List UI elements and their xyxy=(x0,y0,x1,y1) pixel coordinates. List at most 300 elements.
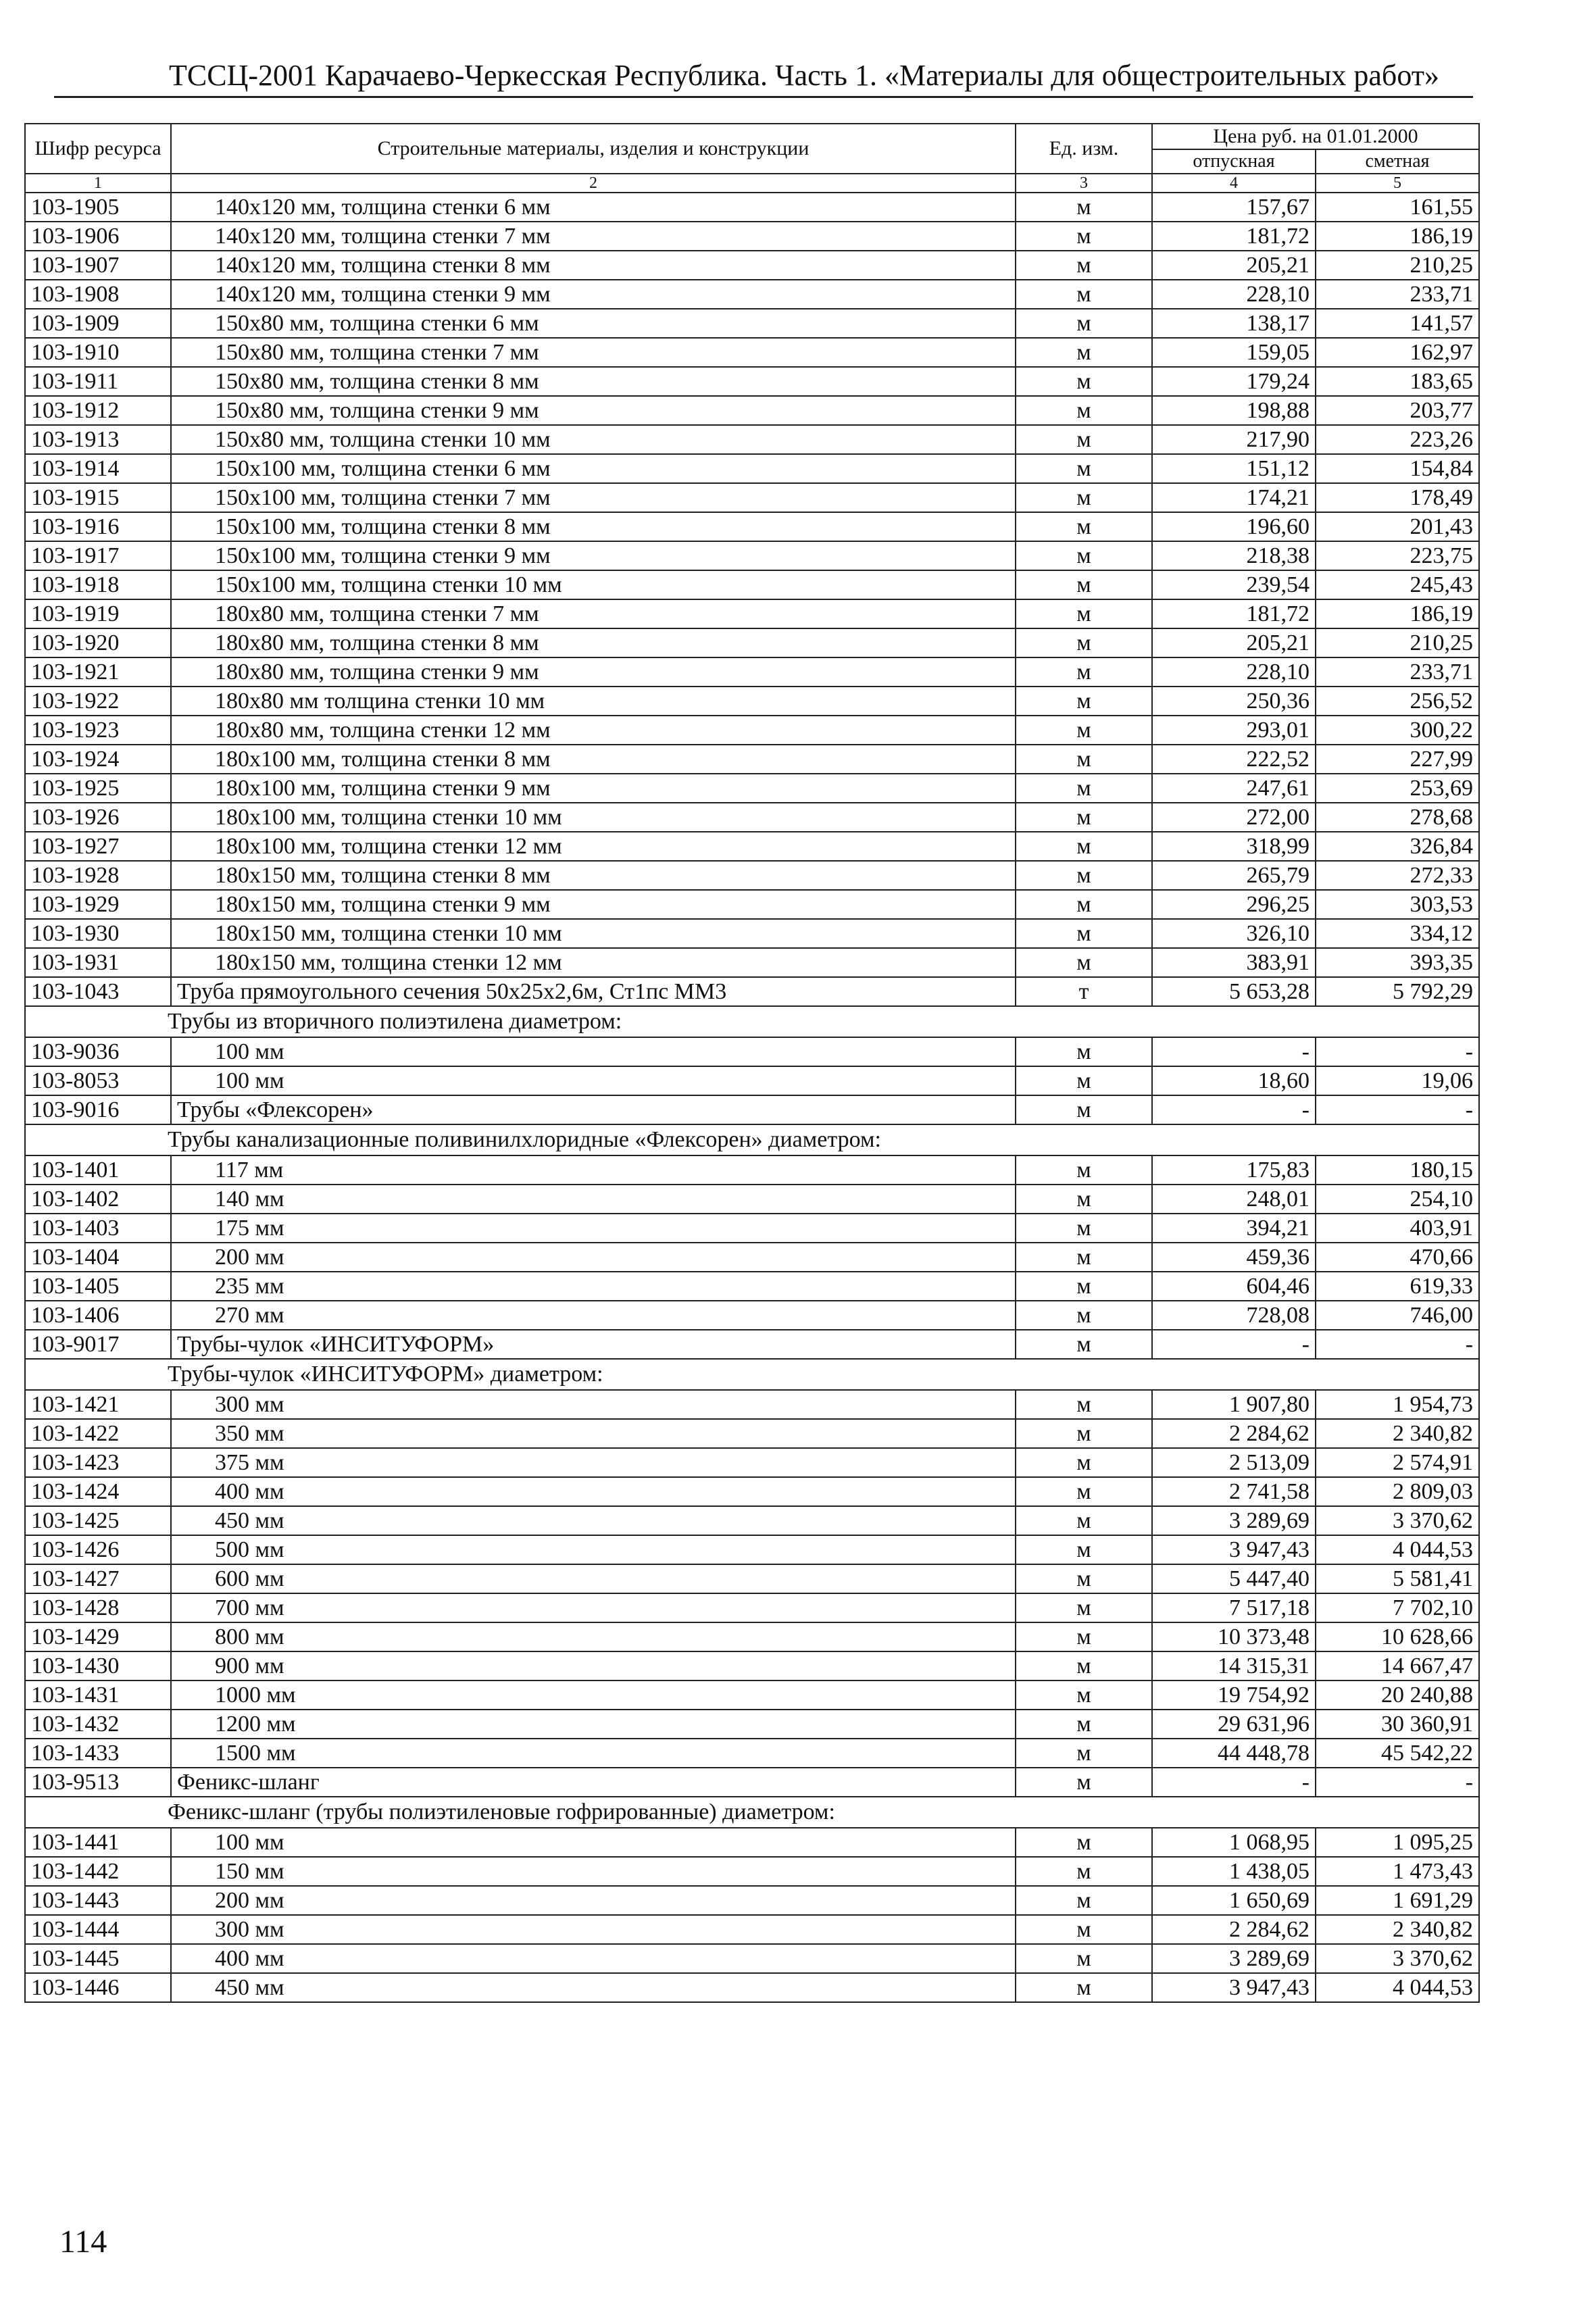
table-row xyxy=(25,919,1479,948)
unit-cell: м xyxy=(1016,1037,1152,1066)
material-name-cell: 140 мм xyxy=(171,1185,1016,1214)
col-number-5: 5 xyxy=(1316,174,1479,193)
resource-code-cell: 103-1428 xyxy=(25,1593,171,1622)
estimate-price-cell: 30 360,91 xyxy=(1316,1710,1479,1739)
resource-code-cell: 103-1446 xyxy=(25,1973,171,2002)
unit-cell: м xyxy=(1016,338,1152,367)
unit-cell: м xyxy=(1016,1390,1152,1419)
material-name-cell: 375 мм xyxy=(171,1448,1016,1477)
estimate-price-cell: 178,49 xyxy=(1316,483,1479,512)
release-price-cell: 3 947,43 xyxy=(1152,1973,1316,2002)
resource-code-cell: 103-1919 xyxy=(25,599,171,628)
release-price-cell: 293,01 xyxy=(1152,716,1316,745)
table-row xyxy=(25,1477,1479,1506)
estimate-price-cell: 203,77 xyxy=(1316,396,1479,425)
table-row xyxy=(25,948,1479,977)
material-name-cell: 150х80 мм, толщина стенки 6 мм xyxy=(171,309,1016,338)
material-name-cell: 180х80 мм, толщина стенки 7 мм xyxy=(171,599,1016,628)
unit-cell: м xyxy=(1016,193,1152,222)
release-price-cell: 205,21 xyxy=(1152,628,1316,657)
resource-code-cell: 103-1431 xyxy=(25,1681,171,1710)
table-row xyxy=(25,890,1479,919)
material-name-cell: 180х150 мм, толщина стенки 8 мм xyxy=(171,861,1016,890)
release-price-cell: 247,61 xyxy=(1152,774,1316,803)
release-price-cell: 1 650,69 xyxy=(1152,1886,1316,1915)
resource-code-cell: 103-1444 xyxy=(25,1915,171,1944)
resource-code-cell: 103-1906 xyxy=(25,222,171,251)
table-row xyxy=(25,1506,1479,1535)
estimate-price-cell: 245,43 xyxy=(1316,570,1479,599)
estimate-price-cell: 393,35 xyxy=(1316,948,1479,977)
resource-code-cell: 103-1432 xyxy=(25,1710,171,1739)
unit-cell: м xyxy=(1016,1564,1152,1593)
col-header-price-group: Цена руб. на 01.01.2000 xyxy=(1152,124,1479,149)
table-row xyxy=(25,222,1479,251)
table-row xyxy=(25,745,1479,774)
material-name-cell: 140х120 мм, толщина стенки 9 мм xyxy=(171,280,1016,309)
table-row xyxy=(25,1037,1479,1066)
resource-code-cell: 103-1403 xyxy=(25,1214,171,1243)
table-row xyxy=(25,1330,1479,1359)
estimate-price-cell: 186,19 xyxy=(1316,599,1479,628)
release-price-cell: 228,10 xyxy=(1152,280,1316,309)
resource-code-cell: 103-9036 xyxy=(25,1037,171,1066)
estimate-price-cell: 186,19 xyxy=(1316,222,1479,251)
unit-cell: м xyxy=(1016,1419,1152,1448)
estimate-price-cell: 19,06 xyxy=(1316,1066,1479,1095)
table-row xyxy=(25,832,1479,861)
release-price-cell: 728,08 xyxy=(1152,1301,1316,1330)
unit-cell: м xyxy=(1016,222,1152,251)
estimate-price-cell: 278,68 xyxy=(1316,803,1479,832)
table-row xyxy=(25,483,1479,512)
unit-cell: м xyxy=(1016,512,1152,541)
release-price-cell: 2 284,62 xyxy=(1152,1915,1316,1944)
unit-cell: м xyxy=(1016,1828,1152,1857)
release-price-cell: 181,72 xyxy=(1152,222,1316,251)
material-name-cell: 1200 мм xyxy=(171,1710,1016,1739)
estimate-price-cell: 141,57 xyxy=(1316,309,1479,338)
estimate-price-cell: 20 240,88 xyxy=(1316,1681,1479,1710)
release-price-cell: 2 284,62 xyxy=(1152,1419,1316,1448)
release-price-cell: 228,10 xyxy=(1152,657,1316,687)
estimate-price-cell: 1 095,25 xyxy=(1316,1828,1479,1857)
estimate-price-cell: 3 370,62 xyxy=(1316,1506,1479,1535)
table-row xyxy=(25,716,1479,745)
release-price-cell: 179,24 xyxy=(1152,367,1316,396)
col-header-name: Строительные материалы, изделия и конструкции xyxy=(171,124,1016,174)
resource-code-cell: 103-1916 xyxy=(25,512,171,541)
price-table xyxy=(24,123,1480,2003)
material-name-cell: Трубы «Флексорен» xyxy=(171,1095,1016,1124)
estimate-price-cell: 272,33 xyxy=(1316,861,1479,890)
estimate-price-cell: 233,71 xyxy=(1316,280,1479,309)
table-row xyxy=(25,1301,1479,1330)
material-name-cell: 700 мм xyxy=(171,1593,1016,1622)
material-name-cell: Труба прямоугольного сечения 50х25х2,6м, Ст1пс ММ3 xyxy=(171,977,1016,1006)
resource-code-cell: 103-1907 xyxy=(25,251,171,280)
estimate-price-cell: 470,66 xyxy=(1316,1243,1479,1272)
material-name-cell: 180х80 мм, толщина стенки 12 мм xyxy=(171,716,1016,745)
estimate-price-cell: 619,33 xyxy=(1316,1272,1479,1301)
material-name-cell: 140х120 мм, толщина стенки 7 мм xyxy=(171,222,1016,251)
estimate-price-cell: 303,53 xyxy=(1316,890,1479,919)
resource-code-cell: 103-1424 xyxy=(25,1477,171,1506)
release-price-cell: 3 289,69 xyxy=(1152,1506,1316,1535)
unit-cell: м xyxy=(1016,570,1152,599)
release-price-cell: 1 068,95 xyxy=(1152,1828,1316,1857)
resource-code-cell: 103-1445 xyxy=(25,1944,171,1973)
table-row xyxy=(25,1419,1479,1448)
estimate-price-cell: - xyxy=(1316,1768,1479,1797)
unit-cell: м xyxy=(1016,367,1152,396)
estimate-price-cell: 254,10 xyxy=(1316,1185,1479,1214)
col-header-code: Шифр ресурса xyxy=(25,124,171,174)
material-name-cell: 150х80 мм, толщина стенки 7 мм xyxy=(171,338,1016,367)
estimate-price-cell: 2 574,91 xyxy=(1316,1448,1479,1477)
section-row xyxy=(25,1006,1479,1037)
material-name-cell: 1500 мм xyxy=(171,1739,1016,1768)
estimate-price-cell: 45 542,22 xyxy=(1316,1739,1479,1768)
unit-cell: м xyxy=(1016,1886,1152,1915)
material-name-cell: Трубы-чулок «ИНСИТУФОРМ» xyxy=(171,1330,1016,1359)
release-price-cell: 217,90 xyxy=(1152,425,1316,454)
table-row xyxy=(25,1272,1479,1301)
unit-cell: м xyxy=(1016,1622,1152,1651)
release-price-cell: 14 315,31 xyxy=(1152,1651,1316,1681)
estimate-price-cell: 14 667,47 xyxy=(1316,1651,1479,1681)
resource-code-cell: 103-1404 xyxy=(25,1243,171,1272)
unit-cell: м xyxy=(1016,1272,1152,1301)
col-number-1: 1 xyxy=(25,174,171,193)
resource-code-cell: 103-1423 xyxy=(25,1448,171,1477)
unit-cell: м xyxy=(1016,1768,1152,1797)
table-row xyxy=(25,599,1479,628)
estimate-price-cell: 180,15 xyxy=(1316,1155,1479,1185)
table-row xyxy=(25,657,1479,687)
unit-cell: м xyxy=(1016,948,1152,977)
estimate-price-cell: 227,99 xyxy=(1316,745,1479,774)
material-name-cell: 200 мм xyxy=(171,1886,1016,1915)
estimate-price-cell: - xyxy=(1316,1037,1479,1066)
table-row xyxy=(25,570,1479,599)
estimate-price-cell: 1 691,29 xyxy=(1316,1886,1479,1915)
release-price-cell: 138,17 xyxy=(1152,309,1316,338)
unit-cell: м xyxy=(1016,1155,1152,1185)
resource-code-cell: 103-1442 xyxy=(25,1857,171,1886)
estimate-price-cell: 210,25 xyxy=(1316,251,1479,280)
release-price-cell: 151,12 xyxy=(1152,454,1316,483)
estimate-price-cell: 2 340,82 xyxy=(1316,1915,1479,1944)
material-name-cell: 180х150 мм, толщина стенки 9 мм xyxy=(171,890,1016,919)
estimate-price-cell: 2 340,82 xyxy=(1316,1419,1479,1448)
resource-code-cell: 103-1923 xyxy=(25,716,171,745)
col-number-3: 3 xyxy=(1016,174,1152,193)
release-price-cell: 157,67 xyxy=(1152,193,1316,222)
unit-cell: м xyxy=(1016,1973,1152,2002)
release-price-cell: 394,21 xyxy=(1152,1214,1316,1243)
material-name-cell: 150х100 мм, толщина стенки 7 мм xyxy=(171,483,1016,512)
release-price-cell: 196,60 xyxy=(1152,512,1316,541)
estimate-price-cell: 300,22 xyxy=(1316,716,1479,745)
table-row xyxy=(25,396,1479,425)
resource-code-cell: 103-1429 xyxy=(25,1622,171,1651)
unit-cell: м xyxy=(1016,1857,1152,1886)
material-name-cell: 500 мм xyxy=(171,1535,1016,1564)
material-name-cell: 180х150 мм, толщина стенки 10 мм xyxy=(171,919,1016,948)
resource-code-cell: 103-1908 xyxy=(25,280,171,309)
material-name-cell: 100 мм xyxy=(171,1066,1016,1095)
section-row xyxy=(25,1797,1479,1828)
unit-cell: м xyxy=(1016,774,1152,803)
table-row xyxy=(25,1857,1479,1886)
table-row xyxy=(25,803,1479,832)
unit-cell: м xyxy=(1016,861,1152,890)
material-name-cell: 235 мм xyxy=(171,1272,1016,1301)
table-row xyxy=(25,1593,1479,1622)
material-name-cell: 180х150 мм, толщина стенки 12 мм xyxy=(171,948,1016,977)
table-row xyxy=(25,454,1479,483)
resource-code-cell: 103-1430 xyxy=(25,1651,171,1681)
release-price-cell: 1 438,05 xyxy=(1152,1857,1316,1886)
estimate-price-cell: 223,75 xyxy=(1316,541,1479,570)
table-row xyxy=(25,251,1479,280)
unit-cell: м xyxy=(1016,425,1152,454)
table-row xyxy=(25,628,1479,657)
estimate-price-cell: 253,69 xyxy=(1316,774,1479,803)
resource-code-cell: 103-1927 xyxy=(25,832,171,861)
unit-cell: м xyxy=(1016,1681,1152,1710)
unit-cell: м xyxy=(1016,1066,1152,1095)
resource-code-cell: 103-1912 xyxy=(25,396,171,425)
material-name-cell: 100 мм xyxy=(171,1037,1016,1066)
release-price-cell: - xyxy=(1152,1037,1316,1066)
release-price-cell: 222,52 xyxy=(1152,745,1316,774)
resource-code-cell: 103-1433 xyxy=(25,1739,171,1768)
table-row xyxy=(25,512,1479,541)
material-name-cell: 150х80 мм, толщина стенки 8 мм xyxy=(171,367,1016,396)
resource-code-cell: 103-1915 xyxy=(25,483,171,512)
section-title: Феникс-шланг (трубы полиэтиленовые гофрированные) диаметром: xyxy=(25,1797,1479,1828)
unit-cell: м xyxy=(1016,1214,1152,1243)
resource-code-cell: 103-1910 xyxy=(25,338,171,367)
section-title: Трубы из вторичного полиэтилена диаметром: xyxy=(25,1006,1479,1037)
resource-code-cell: 103-1918 xyxy=(25,570,171,599)
col-number-2: 2 xyxy=(171,174,1016,193)
resource-code-cell: 103-1924 xyxy=(25,745,171,774)
table-row xyxy=(25,1390,1479,1419)
estimate-price-cell: 161,55 xyxy=(1316,193,1479,222)
release-price-cell: 2 513,09 xyxy=(1152,1448,1316,1477)
table-row xyxy=(25,1622,1479,1651)
unit-cell: м xyxy=(1016,628,1152,657)
resource-code-cell: 103-9513 xyxy=(25,1768,171,1797)
estimate-price-cell: 4 044,53 xyxy=(1316,1535,1479,1564)
release-price-cell: 296,25 xyxy=(1152,890,1316,919)
material-name-cell: 800 мм xyxy=(171,1622,1016,1651)
page-header-title: ТССЦ-2001 Карачаево-Черкесская Республика. Часть 1. «Материалы для общестроительных работ» xyxy=(169,59,1439,92)
table-row xyxy=(25,1155,1479,1185)
resource-code-cell: 103-1917 xyxy=(25,541,171,570)
release-price-cell: 198,88 xyxy=(1152,396,1316,425)
unit-cell: м xyxy=(1016,454,1152,483)
resource-code-cell: 103-1406 xyxy=(25,1301,171,1330)
resource-code-cell: 103-1928 xyxy=(25,861,171,890)
release-price-cell: 205,21 xyxy=(1152,251,1316,280)
material-name-cell: 180х80 мм, толщина стенки 8 мм xyxy=(171,628,1016,657)
material-name-cell: 1000 мм xyxy=(171,1681,1016,1710)
material-name-cell: 150х100 мм, толщина стенки 9 мм xyxy=(171,541,1016,570)
release-price-cell: 18,60 xyxy=(1152,1066,1316,1095)
unit-cell: м xyxy=(1016,1185,1152,1214)
resource-code-cell: 103-8053 xyxy=(25,1066,171,1095)
release-price-cell: 459,36 xyxy=(1152,1243,1316,1272)
table-row xyxy=(25,1243,1479,1272)
release-price-cell: 326,10 xyxy=(1152,919,1316,948)
release-price-cell: 2 741,58 xyxy=(1152,1477,1316,1506)
table-row xyxy=(25,774,1479,803)
table-header xyxy=(25,124,1479,193)
table-row xyxy=(25,1886,1479,1915)
col-number-4: 4 xyxy=(1152,174,1316,193)
table-row xyxy=(25,1828,1479,1857)
material-name-cell: 450 мм xyxy=(171,1973,1016,2002)
unit-cell: м xyxy=(1016,251,1152,280)
material-name-cell: 180х100 мм, толщина стенки 12 мм xyxy=(171,832,1016,861)
release-price-cell: 3 947,43 xyxy=(1152,1535,1316,1564)
release-price-cell: 1 907,80 xyxy=(1152,1390,1316,1419)
section-row xyxy=(25,1124,1479,1155)
material-name-cell: 180х80 мм, толщина стенки 9 мм xyxy=(171,657,1016,687)
resource-code-cell: 103-1920 xyxy=(25,628,171,657)
estimate-price-cell: 256,52 xyxy=(1316,687,1479,716)
estimate-price-cell: 4 044,53 xyxy=(1316,1973,1479,2002)
material-name-cell: 180х100 мм, толщина стенки 10 мм xyxy=(171,803,1016,832)
estimate-price-cell: 326,84 xyxy=(1316,832,1479,861)
unit-cell: м xyxy=(1016,1535,1152,1564)
unit-cell: м xyxy=(1016,396,1152,425)
release-price-cell: 29 631,96 xyxy=(1152,1710,1316,1739)
resource-code-cell: 103-1443 xyxy=(25,1886,171,1915)
unit-cell: м xyxy=(1016,1095,1152,1124)
estimate-price-cell: 1 954,73 xyxy=(1316,1390,1479,1419)
estimate-price-cell: 334,12 xyxy=(1316,919,1479,948)
table-row xyxy=(25,1681,1479,1710)
unit-cell: м xyxy=(1016,1739,1152,1768)
release-price-cell: 318,99 xyxy=(1152,832,1316,861)
release-price-cell: 175,83 xyxy=(1152,1155,1316,1185)
table-row xyxy=(25,367,1479,396)
material-name-cell: 300 мм xyxy=(171,1390,1016,1419)
table-row xyxy=(25,541,1479,570)
resource-code-cell: 103-1401 xyxy=(25,1155,171,1185)
release-price-cell: - xyxy=(1152,1095,1316,1124)
header-rule xyxy=(54,96,1473,98)
table-row xyxy=(25,1651,1479,1681)
resource-code-cell: 103-1043 xyxy=(25,977,171,1006)
unit-cell: м xyxy=(1016,599,1152,628)
resource-code-cell: 103-1441 xyxy=(25,1828,171,1857)
unit-cell: м xyxy=(1016,1944,1152,1973)
estimate-price-cell: 10 628,66 xyxy=(1316,1622,1479,1651)
material-name-cell: 140х120 мм, толщина стенки 8 мм xyxy=(171,251,1016,280)
release-price-cell: 174,21 xyxy=(1152,483,1316,512)
resource-code-cell: 103-1425 xyxy=(25,1506,171,1535)
unit-cell: м xyxy=(1016,1710,1152,1739)
unit-cell: м xyxy=(1016,1448,1152,1477)
estimate-price-cell: - xyxy=(1316,1095,1479,1124)
resource-code-cell: 103-9016 xyxy=(25,1095,171,1124)
material-name-cell: 400 мм xyxy=(171,1477,1016,1506)
table-row xyxy=(25,687,1479,716)
release-price-cell: 44 448,78 xyxy=(1152,1739,1316,1768)
estimate-price-cell: 233,71 xyxy=(1316,657,1479,687)
table-row xyxy=(25,280,1479,309)
resource-code-cell: 103-1422 xyxy=(25,1419,171,1448)
col-header-price-estimate: сметная xyxy=(1316,149,1479,174)
table-row xyxy=(25,977,1479,1006)
unit-cell: м xyxy=(1016,1477,1152,1506)
table-row xyxy=(25,1564,1479,1593)
unit-cell: м xyxy=(1016,919,1152,948)
material-name-cell: 150х80 мм, толщина стенки 10 мм xyxy=(171,425,1016,454)
estimate-price-cell: 2 809,03 xyxy=(1316,1477,1479,1506)
material-name-cell: 300 мм xyxy=(171,1915,1016,1944)
unit-cell: т xyxy=(1016,977,1152,1006)
release-price-cell: 5 653,28 xyxy=(1152,977,1316,1006)
resource-code-cell: 103-1931 xyxy=(25,948,171,977)
unit-cell: м xyxy=(1016,832,1152,861)
resource-code-cell: 103-1914 xyxy=(25,454,171,483)
material-name-cell: 150х100 мм, толщина стенки 10 мм xyxy=(171,570,1016,599)
resource-code-cell: 103-1427 xyxy=(25,1564,171,1593)
material-name-cell: 100 мм xyxy=(171,1828,1016,1857)
material-name-cell: 400 мм xyxy=(171,1944,1016,1973)
material-name-cell: 140х120 мм, толщина стенки 6 мм xyxy=(171,193,1016,222)
resource-code-cell: 103-1929 xyxy=(25,890,171,919)
unit-cell: м xyxy=(1016,890,1152,919)
unit-cell: м xyxy=(1016,1301,1152,1330)
resource-code-cell: 103-1921 xyxy=(25,657,171,687)
release-price-cell: 250,36 xyxy=(1152,687,1316,716)
release-price-cell: 218,38 xyxy=(1152,541,1316,570)
table-row xyxy=(25,1915,1479,1944)
estimate-price-cell: 7 702,10 xyxy=(1316,1593,1479,1622)
table-row xyxy=(25,425,1479,454)
estimate-price-cell: 1 473,43 xyxy=(1316,1857,1479,1886)
release-price-cell: 181,72 xyxy=(1152,599,1316,628)
table-row xyxy=(25,1214,1479,1243)
estimate-price-cell: 5 792,29 xyxy=(1316,977,1479,1006)
material-name-cell: 350 мм xyxy=(171,1419,1016,1448)
page-number: 114 xyxy=(59,2224,107,2260)
resource-code-cell: 103-1930 xyxy=(25,919,171,948)
table-row xyxy=(25,861,1479,890)
resource-code-cell: 103-1909 xyxy=(25,309,171,338)
table-row xyxy=(25,1944,1479,1973)
col-header-unit: Ед. изм. xyxy=(1016,124,1152,174)
unit-cell: м xyxy=(1016,1330,1152,1359)
release-price-cell: 5 447,40 xyxy=(1152,1564,1316,1593)
unit-cell: м xyxy=(1016,716,1152,745)
estimate-price-cell: 154,84 xyxy=(1316,454,1479,483)
unit-cell: м xyxy=(1016,541,1152,570)
unit-cell: м xyxy=(1016,483,1152,512)
resource-code-cell: 103-1926 xyxy=(25,803,171,832)
release-price-cell: 604,46 xyxy=(1152,1272,1316,1301)
unit-cell: м xyxy=(1016,1593,1152,1622)
unit-cell: м xyxy=(1016,280,1152,309)
